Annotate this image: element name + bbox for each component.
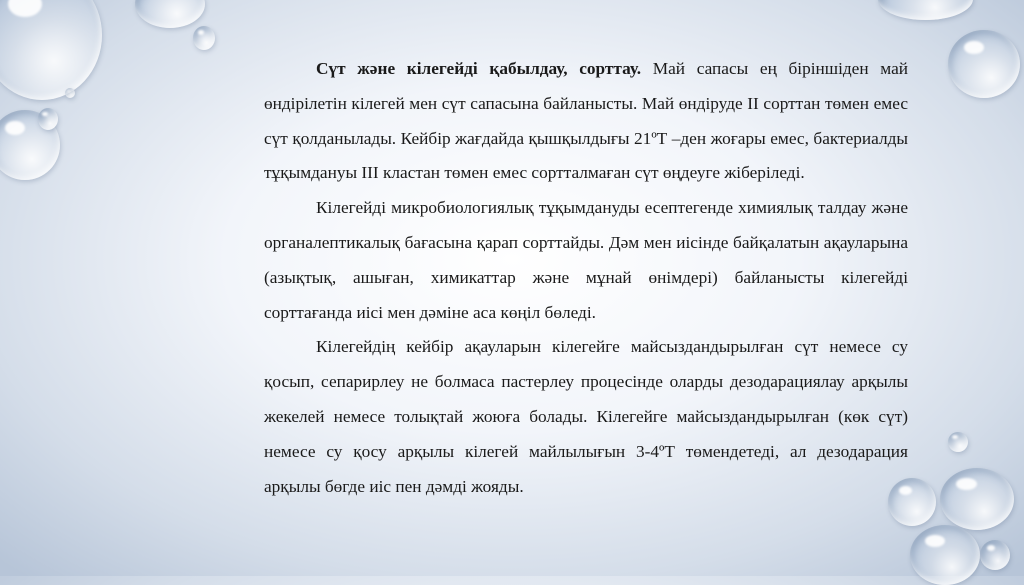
water-drop-decoration (135, 0, 205, 28)
paragraph-1-heading: Сүт және кілегейді қабылдау, сорттау. (316, 59, 642, 78)
paragraph-1-text: Май сапасы ең біріншіден май өндірілетін кілегей мен сүт сапасына байланысты. Май өндіруде ІІ сорттан төмен емес сүт қолданылады. Кейбір жағдайда қышқылдығы 21ºТ –ден жоғары емес, бактериалды тұқымдануы ІІІ кластан төмен емес сортталмаған сүт өңдеуге жіберіледі. (264, 59, 908, 183)
paragraph-3: Кілегейдің кейбір ақауларын кілегейге майсыздандырылған сүт немесе су қосып, сепарирлеу не болмаса пастерлеу процесінде оларды дезодарациялау арқылы жекелей немесе толықтай жоюға болады. Кілегейге майсыздандырылған (көк сүт) немесе су қосу арқылы кілегей майлылығын 3-4ºТ төмендетеді, ал дезодарация арқылы бөгде иіс пен дәмді жояды. (264, 337, 908, 496)
water-drop-decoration (878, 0, 973, 20)
water-drop-decoration (948, 432, 968, 452)
slide-text-body (264, 52, 908, 504)
water-drop-decoration (940, 468, 1014, 530)
water-drop-decoration (910, 525, 980, 585)
water-drop-decoration (0, 0, 102, 100)
water-drop-decoration (193, 26, 215, 50)
paragraph-1 (264, 52, 908, 191)
water-drop-decoration (65, 88, 75, 98)
water-drop-decoration (948, 30, 1020, 98)
water-drop-decoration (980, 540, 1010, 570)
paragraph-2: Кілегейді микробиологиялық тұқымдануды есептегенде химиялық талдау және органалептикалық бағасына қарап сорттайды. Дәм мен иісінде байқалатын ақауларына (азықтық, ашыған, химикаттар және мұнай өнімдері) байланысты кілегейді сорттағанда иісі мен дәміне аса көңіл бөледі. (264, 198, 908, 322)
water-drop-decoration (38, 108, 58, 130)
